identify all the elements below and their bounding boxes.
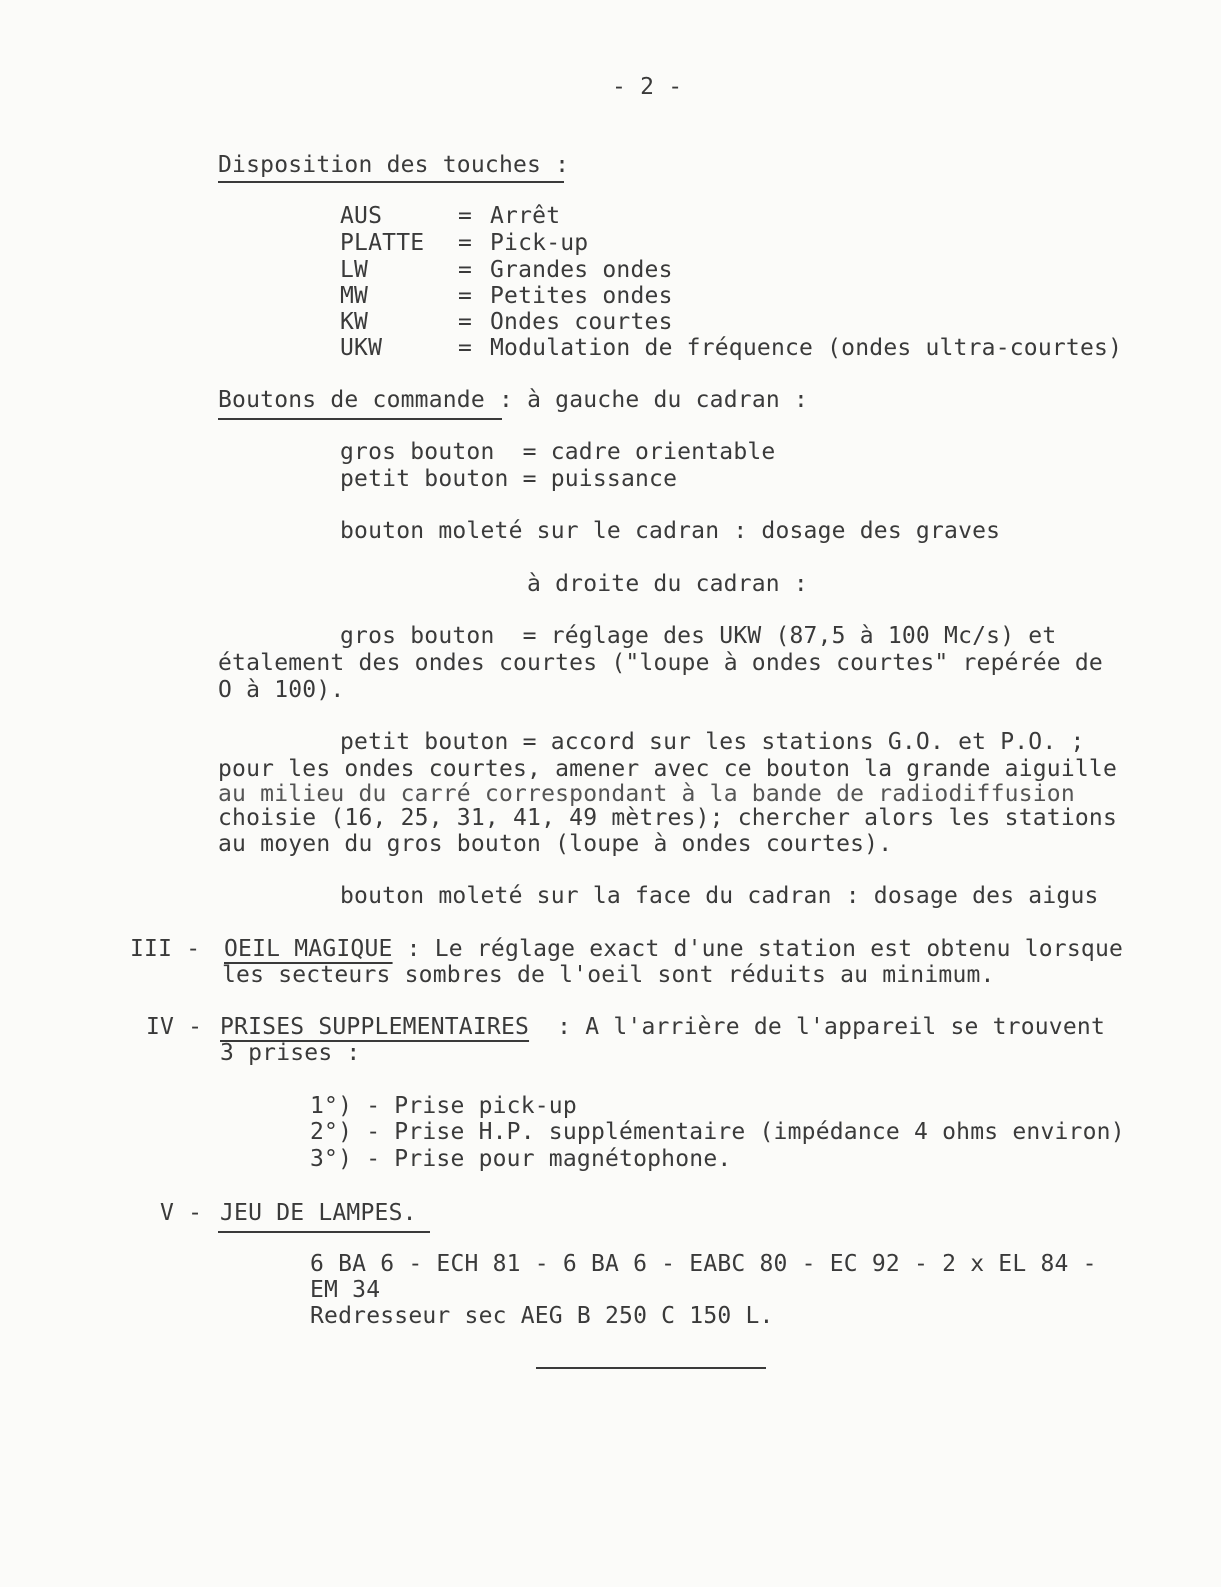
key-equals: = [458, 283, 473, 309]
lampes-heading: JEU DE LAMPES. [220, 1200, 417, 1226]
key-equals: = [458, 230, 473, 256]
oeil-heading-line [224, 936, 1123, 963]
boutons-right-p2-line-1: petit bouton = accord sur les stations G.O. et P.O. ; [340, 729, 1085, 755]
boutons-right-heading: à droite du cadran : [527, 571, 808, 597]
touches-heading-colon: : [555, 152, 570, 178]
oeil-heading: OEIL MAGIQUE [224, 936, 393, 962]
touches-heading-underline [218, 181, 564, 183]
lampes-line-2: EM 34 [310, 1277, 381, 1303]
key-code: AUS [340, 203, 383, 229]
prises-item: 1°) - Prise pick-up [310, 1093, 577, 1119]
touches-heading: Disposition des touches [218, 152, 542, 178]
prises-heading: PRISES SUPPLEMENTAIRES [220, 1014, 530, 1040]
end-rule [536, 1367, 766, 1369]
boutons-heading: Boutons de commande [218, 387, 485, 413]
boutons-right-p2-line-2: pour les ondes courtes, amener avec ce bouton la grande aiguille [218, 756, 1118, 782]
lampes-line-1: 6 BA 6 - ECH 81 - 6 BA 6 - EABC 80 - EC 92 - 2 x EL 84 - [310, 1251, 1097, 1277]
lampes-line-3: Redresseur sec AEG B 250 C 150 L. [310, 1303, 774, 1329]
key-label: Arrêt [490, 203, 561, 229]
oeil-text-2: les secteurs sombres de l'oeil sont réduits au minimum. [222, 962, 995, 988]
lampes-heading-underline [218, 1231, 430, 1233]
boutons-right-p2-line-5: au moyen du gros bouton (loupe à ondes courtes). [218, 831, 893, 857]
prises-text-2: 3 prises : [220, 1040, 361, 1066]
key-label: Grandes ondes [490, 257, 673, 283]
key-label: Modulation de fréquence (ondes ultra-courtes) [490, 335, 1123, 361]
boutons-right-p1-line-3: O à 100). [218, 677, 345, 703]
key-label: Ondes courtes [490, 309, 673, 335]
lampes-number: V - [160, 1200, 203, 1226]
key-equals: = [458, 203, 473, 229]
key-equals: = [458, 257, 473, 283]
key-code: PLATTE [340, 230, 425, 256]
prises-text-1: : A l'arrière de l'appareil se trouvent [557, 1014, 1105, 1040]
key-code: MW [340, 283, 369, 309]
boutons-heading-underline [218, 418, 502, 420]
boutons-right-p1-line-1: gros bouton = réglage des UKW (87,5 à 100 Mc/s) et [340, 623, 1057, 649]
boutons-heading-line [218, 387, 808, 414]
boutons-right-p2-line-3: au milieu du carré correspondant à la bande de radiodiffusion [218, 781, 1075, 807]
boutons-left-line-1: gros bouton = cadre orientable [340, 439, 776, 465]
key-code: LW [340, 257, 369, 283]
boutons-right-p1-line-2: étalement des ondes courtes ("loupe à ondes courtes" repérée de [218, 650, 1103, 676]
prises-item: 2°) - Prise H.P. supplémentaire (impédance 4 ohms environ) [310, 1119, 1125, 1145]
key-code: UKW [340, 335, 383, 361]
key-label: Petites ondes [490, 283, 673, 309]
prises-number: IV - [146, 1014, 203, 1040]
oeil-text-1: : Le réglage exact d'une station est obtenu lorsque [406, 936, 1124, 962]
boutons-left-suffix: : à gauche du cadran : [498, 387, 809, 413]
key-equals: = [458, 309, 473, 335]
oeil-number: III - [130, 936, 201, 962]
touches-heading-line [218, 152, 569, 179]
page-number: - 2 - [612, 74, 683, 100]
key-code: KW [340, 309, 369, 335]
prises-heading-line [220, 1014, 1105, 1041]
boutons-left-line-2: petit bouton = puissance [340, 466, 678, 492]
boutons-right-p2-line-4: choisie (16, 25, 31, 41, 49 mètres); chercher alors les stations [218, 805, 1118, 831]
prises-item: 3°) - Prise pour magnétophone. [310, 1146, 732, 1172]
boutons-right-p3: bouton moleté sur la face du cadran : dosage des aigus [340, 883, 1099, 909]
boutons-left-line-3: bouton moleté sur le cadran : dosage des graves [340, 518, 1001, 544]
key-label: Pick-up [490, 230, 589, 256]
key-equals: = [458, 335, 473, 361]
